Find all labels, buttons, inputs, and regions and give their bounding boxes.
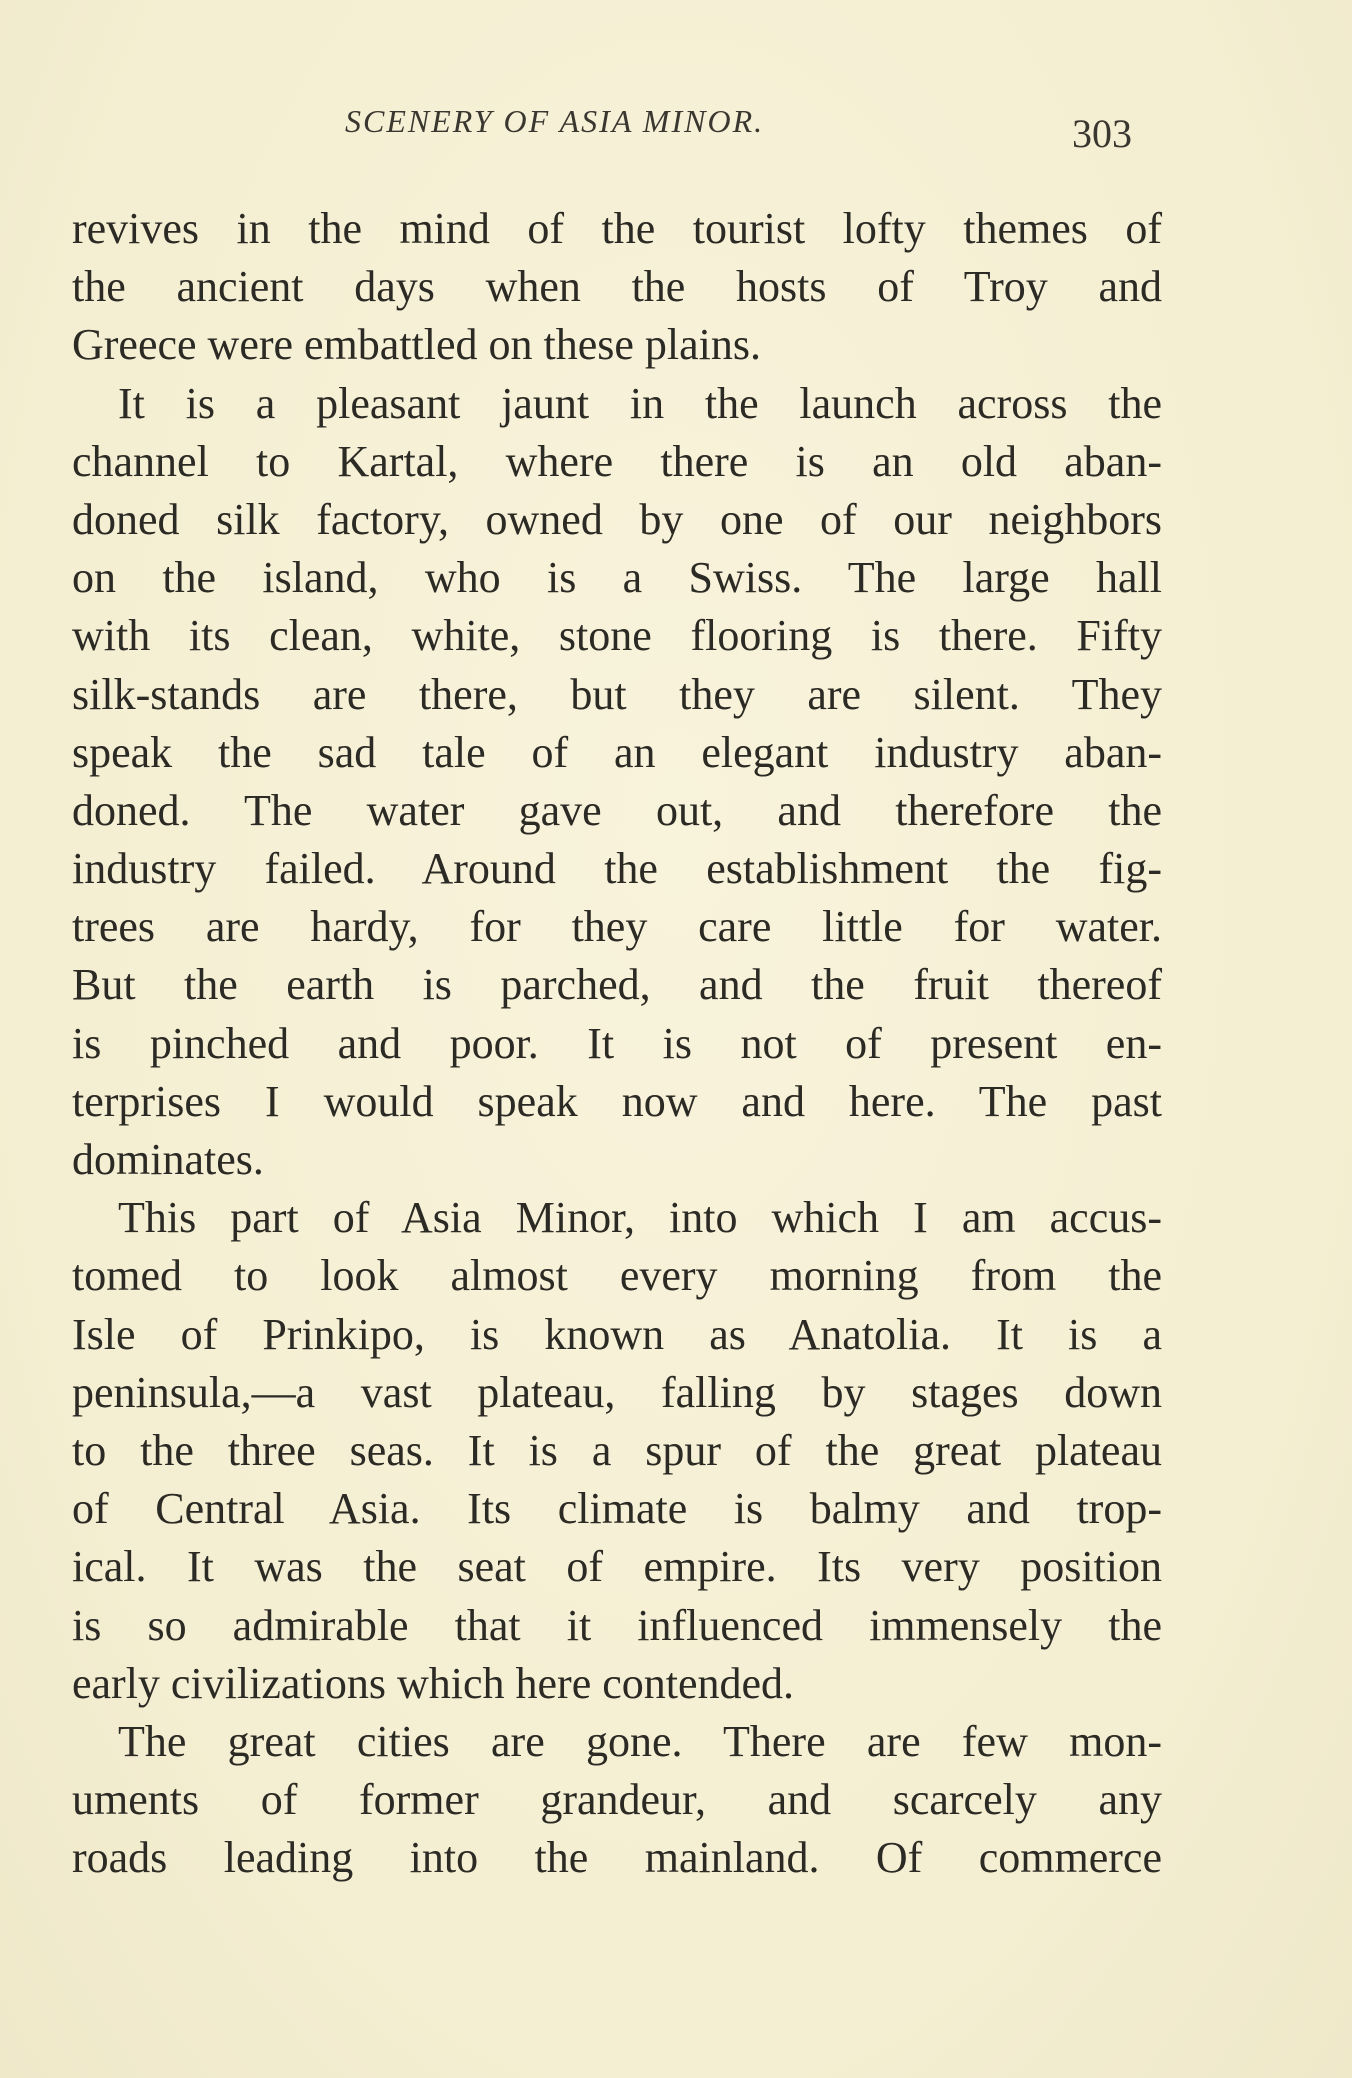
text-line: channel to Kartal, where there is an old aban- <box>72 436 1162 486</box>
text-line: industry failed. Around the establishment the fig- <box>72 844 1162 894</box>
running-head: SCENERY OF ASIA MINOR. <box>345 103 765 139</box>
text-line: roads leading into the mainland. Of commerce <box>72 1833 1162 1883</box>
body-text <box>72 200 1162 1887</box>
text-line: It is a pleasant jaunt in the launch across the <box>118 378 1162 428</box>
text-line: the ancient days when the hosts of Troy and <box>72 262 1162 312</box>
text-line: The great cities are gone. There are few mon- <box>118 1716 1162 1766</box>
text-line: of Central Asia. Its climate is balmy and trop- <box>72 1484 1162 1534</box>
text-line: terprises I would speak now and here. The past <box>72 1076 1162 1126</box>
text-line: is so admirable that it influenced immensely the <box>72 1600 1162 1650</box>
text-line: Isle of Prinkipo, is known as Anatolia. It is a <box>72 1309 1162 1359</box>
text-line: dominates. <box>72 1135 264 1184</box>
text-line: doned silk factory, owned by one of our neighbors <box>72 494 1162 544</box>
text-line: uments of former grandeur, and scarcely any <box>72 1775 1162 1825</box>
text-line: peninsula,—a vast plateau, falling by stages down <box>72 1367 1162 1417</box>
text-line: Greece were embattled on these plains. <box>72 320 762 370</box>
text-line: is pinched and poor. It is not of present en- <box>72 1018 1162 1068</box>
text-line: with its clean, white, stone flooring is there. Fifty <box>72 611 1162 661</box>
text-line: But the earth is parched, and the fruit thereof <box>72 960 1162 1010</box>
text-line: trees are hardy, for they care little for water. <box>72 902 1162 952</box>
text-line: revives in the mind of the tourist lofty themes of <box>72 204 1162 253</box>
text-line: early civilizations which here contended. <box>72 1658 795 1708</box>
text-line: on the island, who is a Swiss. The large hall <box>72 553 1162 603</box>
text-line: This part of Asia Minor, into which I am accus- <box>118 1193 1162 1243</box>
text-line: ical. It was the seat of empire. Its very position <box>72 1542 1162 1592</box>
text-line: tomed to look almost every morning from the <box>72 1251 1162 1301</box>
text-line: to the three seas. It is a spur of the great plateau <box>72 1425 1162 1475</box>
text-line: silk-stands are there, but they are silent. They <box>72 669 1162 719</box>
page-number: 303 <box>1072 111 1132 156</box>
text-line: speak the sad tale of an elegant industry aban- <box>72 727 1162 777</box>
text-line: doned. The water gave out, and therefore the <box>72 785 1162 835</box>
